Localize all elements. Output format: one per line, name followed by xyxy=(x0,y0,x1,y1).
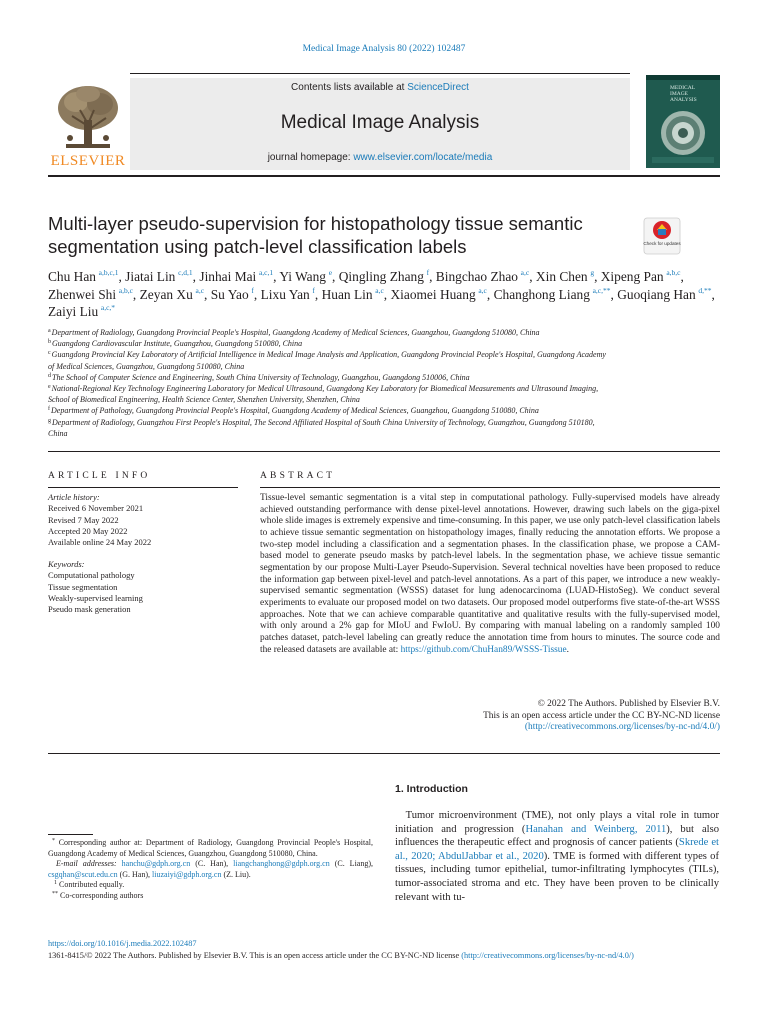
email-owner: (G. Han), xyxy=(119,869,151,879)
journal-cover-image[interactable] xyxy=(646,75,720,168)
bottom-license-link[interactable]: (http://creativecommons.org/licenses/by-nc-nd/4.0/) xyxy=(461,951,634,960)
affiliation-text: The School of Computer Science and Engineering, South China University of Technology, Guangzhou, Guangdong 510006, China xyxy=(52,372,470,382)
history-accepted: Accepted 20 May 2022 xyxy=(48,525,128,536)
author-name: Bingchao Zhao xyxy=(435,269,518,284)
author-affiliation-marks[interactable]: e xyxy=(328,268,333,277)
author[interactable] xyxy=(140,287,204,302)
author-name: Xiaomei Huang xyxy=(390,286,476,302)
equal-contribution-footnote xyxy=(48,880,373,891)
elsevier-wordmark: ELSEVIER xyxy=(50,153,126,169)
author-name: Yi Wang xyxy=(279,269,326,284)
author-affiliation-marks[interactable]: a,c,** xyxy=(592,285,611,295)
affiliation-key: b xyxy=(48,339,51,346)
article-history xyxy=(48,492,238,548)
affiliation-key: a xyxy=(48,328,51,334)
email-footnote xyxy=(48,859,373,880)
journal-reference-link[interactable]: Medical Image Analysis 80 (2022) 102487 xyxy=(302,44,466,54)
author[interactable] xyxy=(125,269,192,284)
author-name: Su Yao xyxy=(210,286,249,302)
co-corresponding-text: Co-corresponding authors xyxy=(60,890,144,900)
author-affiliation-marks[interactable]: g xyxy=(590,268,595,277)
author-list: Chu Han $^{a,b,c,1}$, Jiatai Lin $^{c,d,1}$, Jinhai Mai $^{a,c,1}$, Yi Wang $^e$, Qingling Zhang $^f$, Bingchao Zhao $^{a,c}$, Xin Chen $^g$, Xipeng Pan $^{a,b,c}$, Zhenwei Shi $^{a,b,c}$, Zeyan Xu $^{a,c}$, Su Yao $^f$, Lixu Yan $^f$, Huan Lin $^{a,c}$, Xiaomei Huang $^{a,c}$, Changhong Liang $^{a,c,**}$, Guoqiang Han $^{d,**}$, Zaiyi Liu $^{a,c,*}$ xyxy=(48,268,715,319)
check-updates-label: Check for updates xyxy=(643,241,681,246)
affiliation xyxy=(48,338,608,349)
author[interactable] xyxy=(494,287,611,302)
author-name: Chu Han xyxy=(48,269,96,284)
author-name: Zaiyi Liu xyxy=(48,304,99,319)
meta-divider xyxy=(48,451,720,452)
keyword: Tissue segmentation xyxy=(48,581,118,592)
introduction-heading: 1. Introduction xyxy=(395,783,468,795)
author[interactable] xyxy=(48,287,133,302)
license-link[interactable]: (http://creativecommons.org/licenses/by-nc-nd/4.0/) xyxy=(524,722,720,733)
author-name: Xipeng Pan xyxy=(600,269,664,284)
header-bottom-rule xyxy=(48,175,720,177)
affiliation xyxy=(48,383,608,405)
author-affiliation-marks[interactable]: f xyxy=(251,285,254,295)
author[interactable] xyxy=(601,269,681,284)
citation-link[interactable]: Skrede et al., 2020; AbdulJabbar et al., 2020 xyxy=(395,837,719,862)
author[interactable] xyxy=(322,287,384,302)
footnote-rule xyxy=(48,834,93,835)
author[interactable] xyxy=(339,269,429,284)
author[interactable] xyxy=(48,269,118,284)
journal-title: Medical Image Analysis xyxy=(280,112,480,133)
affiliation xyxy=(48,349,608,371)
author-name: Zhenwei Shi xyxy=(48,286,117,302)
author[interactable] xyxy=(211,287,254,302)
author-affiliation-marks[interactable]: a,c xyxy=(520,268,530,277)
email-link-liang[interactable]: liangchanghong@gdph.org.cn xyxy=(233,859,330,868)
history-online: Available online 24 May 2022 xyxy=(48,537,152,548)
affiliation-text: Guangdong Provincial Key Laboratory of Artificial Intelligence in Medical Image Analysis and Application, Guangdong Provincial People's Hospital, Guangdong Academy of Medical Sciences, Guangzhou, Guangdong 510080, China xyxy=(48,350,606,371)
affiliation xyxy=(48,405,608,416)
author-name: Jinhai Mai xyxy=(199,269,257,284)
citation-link[interactable]: Hanahan and Weinberg, 2011 xyxy=(525,823,667,835)
author-affiliation-marks[interactable]: a,c xyxy=(375,285,384,295)
author-affiliation-marks[interactable]: f xyxy=(312,285,315,295)
intro-text-part: ), but also influences the therapeutic effect and prognosis of cancer patients ( xyxy=(395,823,720,849)
code-repository-link[interactable]: https://github.com/ChuHan89/WSSS-Tissue xyxy=(400,644,567,655)
cover-title-line-1: MEDICAL xyxy=(670,85,696,91)
author[interactable] xyxy=(617,287,711,302)
keyword: Weakly-supervised learning xyxy=(48,592,143,603)
header-top-rule xyxy=(130,73,630,74)
journal-homepage-link[interactable]: www.elsevier.com/locate/media xyxy=(353,152,493,163)
intro-text-part: ). TME is formed with different types of tissues, including tumor epithelial, tumor-infiltrating lymphocytes (TILs), tumor-associated stroma and etc. They have been proven to be clinically relevant with tu- xyxy=(395,850,720,903)
keyword: Pseudo mask generation xyxy=(48,604,131,615)
affiliation xyxy=(48,417,608,439)
history-label: Article history: xyxy=(48,492,100,502)
author-name: Guoqiang Han xyxy=(617,286,696,302)
affiliation-text: Department of Pathology, Guangdong Provincial People's Hospital, Guangdong Academy of Medical Sciences, Guangzhou, Guangdong 510080, China xyxy=(51,406,539,416)
abstract-copyright xyxy=(260,699,720,734)
author-affiliation-marks[interactable]: a,b,c,1 xyxy=(98,268,119,277)
issn-license-line xyxy=(48,951,720,960)
footnotes xyxy=(48,838,373,901)
article-title: Multi-layer pseudo-supervision for histopathology tissue semantic segmentation using patch-level classification labels xyxy=(48,213,583,257)
affiliation-key: g xyxy=(48,417,51,424)
author-affiliation-marks[interactable]: d,** xyxy=(698,285,712,295)
affiliation xyxy=(48,327,608,338)
author-name: Zeyan Xu xyxy=(139,286,193,302)
affiliation-key: d xyxy=(48,372,51,379)
co-corresponding-footnote xyxy=(48,891,373,902)
author-name: Huan Lin xyxy=(321,286,373,302)
corresponding-footnote xyxy=(48,838,373,859)
author-name: Lixu Yan xyxy=(260,286,310,302)
affiliation-text: Guangdong Cardiovascular Institute, Guangzhou, Guangdong 510080, China xyxy=(52,339,303,349)
affiliation-text: Department of Radiology, Guangzhou First People's Hospital, The Second Affiliated Hospital of South China University of Technology, Guangzhou, Guangdong 510180, China xyxy=(48,417,595,438)
author-name: Xin Chen xyxy=(535,269,588,284)
author[interactable] xyxy=(436,269,529,284)
email-link-guoqiang-han[interactable]: csgqhan@scut.edu.cn xyxy=(48,869,118,879)
history-received: Received 6 November 2021 xyxy=(48,503,144,514)
affiliation-text: National-Regional Key Technology Engineering Laboratory for Medical Ultrasound, Guangdong Key Laboratory for Biomedical Measurements and Ultrasound Imaging, School of Biomedical Engineering, Health Science Center, Shenzhen University, Shenzhen, China xyxy=(48,384,599,405)
author[interactable] xyxy=(279,269,332,284)
affiliation-key: f xyxy=(48,406,50,413)
author-affiliation-marks[interactable]: a,c,* xyxy=(100,303,116,312)
author[interactable] xyxy=(48,304,115,319)
footnote-mark: 1 xyxy=(54,880,57,886)
abstract-rule xyxy=(260,487,720,488)
cover-title-line-3: ANALYSIS xyxy=(670,97,697,103)
sciencedirect-link[interactable]: ScienceDirect xyxy=(407,82,469,93)
contents-line xyxy=(130,82,630,93)
affiliation-text: Department of Radiology, Guangdong Provincial People's Hospital, Guangdong Academy of Medical Sciences, Guangzhou, Guangdong 510080, China xyxy=(51,328,540,337)
author[interactable] xyxy=(536,269,594,284)
cover-title-line-2: IMAGE xyxy=(670,91,689,97)
homepage-line xyxy=(130,152,630,163)
author-affiliation-marks[interactable]: a,c,1 xyxy=(258,268,274,277)
email-label: E-mail addresses: xyxy=(56,859,117,868)
affiliation-key: e xyxy=(48,384,51,391)
author-affiliation-marks[interactable]: f xyxy=(426,268,430,277)
history-revised: Revised 7 May 2022 xyxy=(48,514,119,525)
author[interactable] xyxy=(390,287,486,302)
article-info-rule xyxy=(48,487,238,488)
equal-contribution-text: Contributed equally. xyxy=(59,880,125,889)
contents-prefix: Contents lists available at xyxy=(291,82,405,93)
abstract-text: Tissue-level semantic segmentation is a vital step in computational pathology. Fully-supervised models have already achieved outstanding performance with dense pixel-level annotations. However, drawing such labels on the giga-pixel whole slide images is extremely expensive and time-consuming. In this paper, we use only patch-level classification labels to achieve tissue semantic segmentation on histopathology images, finally reducing the annotation efforts. We propose a two-step model including a classification and a segmentation phases. In the classification phase, we propose a CAM-based model to generate pseudo masks by patch-level labels. In the segmentation phase, we achieve tissue semantic segmentation by our propose Multi-Layer Pseudo-Supervision. Several technical novelties have been proposed to reduce the information gap between pixel-level and patch-level annotations. As a part of this paper, we introduce a new weakly-supervised semantic segmentation (WSSS) dataset for lung adenocarcinoma (LUAD-HistoSeg). We conduct several experiments to evaluate our proposed model on two datasets. Our proposed model outperforms five state-of-the-art WSSS approaches. Note that we can achieve comparable quantitative and qualitative results with the fully-supervised model, with only around a 2% gap for MIoU and FwIoU. By comparing with manual labeling on a randomly sampled 100 patches dataset, patch-level labeling can greatly reduce the annotation time from hours to minutes. The source code and the released datasets are available at: xyxy=(260,493,720,655)
abstract-heading: ABSTRACT xyxy=(260,471,336,481)
author-affiliation-marks[interactable]: a,b,c xyxy=(666,268,681,277)
affiliation xyxy=(48,372,608,383)
email-owner: (C. Han), xyxy=(195,859,229,868)
intro-text-part: Tumor microenvironment (TME), not only plays a vital role in tumor initiation and progression ( xyxy=(395,810,719,835)
abstract-end-period: . xyxy=(566,644,569,655)
footnote-mark: ** xyxy=(52,890,58,897)
email-link-liu[interactable]: liuzaiyi@gdph.org.cn xyxy=(152,869,222,879)
author[interactable] xyxy=(261,287,315,302)
author-affiliation-marks[interactable]: a,b,c xyxy=(118,285,133,295)
article-info-heading: ARTICLE INFO xyxy=(48,471,151,481)
introduction-paragraph xyxy=(395,809,719,904)
affiliation-list xyxy=(48,327,608,439)
author-name: Changhong Liang xyxy=(493,286,590,302)
copyright-notice: © 2022 The Authors. Published by Elsevier B.V. xyxy=(537,699,720,709)
check-for-updates-icon[interactable] xyxy=(643,217,681,255)
corresponding-text: Corresponding author at: Department of Radiology, Guangdong Provincial People's Hospital, Guangdong Academy of Medical Sciences, Guangzhou, Guangdong 510080, China. xyxy=(48,838,374,858)
footnote-mark: * xyxy=(52,838,55,844)
email-owner: (Z. Liu). xyxy=(223,869,251,879)
author-name: Jiatai Lin xyxy=(125,269,176,284)
open-access-notice: This is an open access article under the CC BY-NC-ND license xyxy=(483,710,720,721)
author[interactable] xyxy=(199,269,273,284)
keywords-label: Keywords: xyxy=(48,559,85,569)
author-affiliation-marks[interactable]: a,c xyxy=(195,285,205,295)
email-link-han[interactable]: hanchu@gdph.org.cn xyxy=(121,859,191,868)
abstract-bottom-rule xyxy=(48,753,720,754)
issn-license-text: 1361-8415/© 2022 The Authors. Published by Elsevier B.V. This is an open access article under the CC BY-NC-ND license xyxy=(48,951,460,960)
author-affiliation-marks[interactable]: c,d,1 xyxy=(178,268,193,277)
homepage-prefix: journal homepage: xyxy=(267,152,351,163)
author-affiliation-marks[interactable]: a,c xyxy=(478,285,487,295)
keywords xyxy=(48,559,238,615)
affiliation-key: c xyxy=(48,350,51,357)
doi-link[interactable]: https://doi.org/10.1016/j.media.2022.102487 xyxy=(48,939,197,948)
email-owner: (C. Liang), xyxy=(334,859,374,868)
author-name: Qingling Zhang xyxy=(338,269,424,284)
keyword: Computational pathology xyxy=(48,570,135,581)
abstract-body xyxy=(260,493,720,656)
